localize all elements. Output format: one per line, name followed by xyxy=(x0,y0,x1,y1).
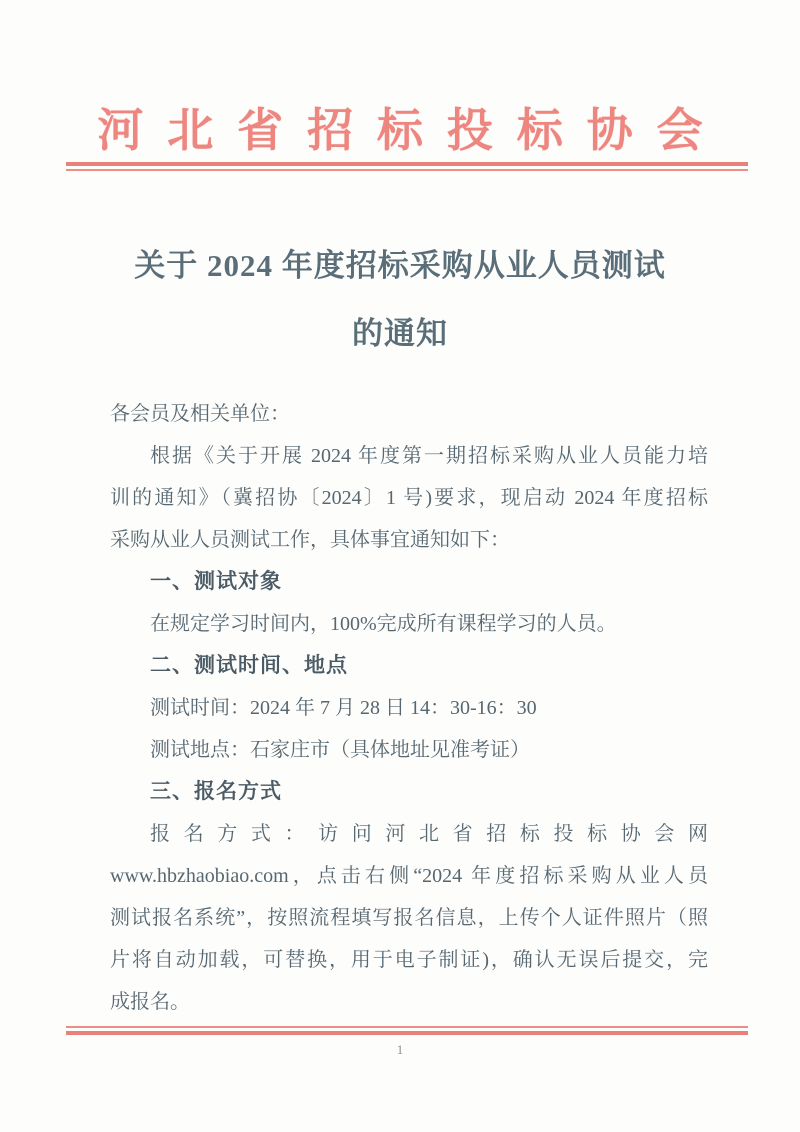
section-heading-test-target: 一、测试对象 xyxy=(150,570,282,593)
test-place-line: 测试地点：石家庄市（具体地址见准考证） xyxy=(150,739,530,761)
paragraph-line: 采购从业人员测试工作，具体事宜通知如下： xyxy=(110,529,510,551)
document-body xyxy=(110,393,708,1023)
paragraph-line: 在规定学习时间内，100%完成所有课程学习的人员。 xyxy=(150,613,617,635)
document-title xyxy=(0,232,800,368)
paragraph-line: 成报名。 xyxy=(110,991,190,1013)
footer-divider-thick-line xyxy=(66,1031,748,1035)
footer-divider xyxy=(66,1026,748,1035)
letterhead-divider xyxy=(66,162,748,171)
paragraph-line: 报名方式：访问河北省招标投标协会网 xyxy=(150,823,708,845)
letterhead-divider-thin-line xyxy=(66,169,748,171)
letterhead-org-name: 河北省招标投标协会 xyxy=(97,105,727,156)
paragraph-line: 根据《关于开展 2024 年度第一期招标采购从业人员能力培 xyxy=(150,445,708,467)
page-number: 1 xyxy=(396,1042,404,1057)
paragraph-line: 测试报名系统”，按照流程填写报名信息，上传个人证件照片（照 xyxy=(110,907,708,929)
test-time-line: 测试时间：2024 年 7 月 28 日 14：30-16：30 xyxy=(150,697,537,719)
section-heading-time-place: 二、测试时间、地点 xyxy=(150,654,348,677)
section-heading-registration: 三、报名方式 xyxy=(150,780,282,803)
document-title-line1: 关于 2024 年度招标采购从业人员测试 xyxy=(134,248,666,283)
paragraph-line: 训的通知》（冀招协〔2024〕1 号)要求，现启动 2024 年度招标 xyxy=(110,487,708,509)
paragraph-line: 片将自动加载，可替换，用于电子制证)，确认无误后提交，完 xyxy=(110,949,708,971)
salutation: 各会员及相关单位： xyxy=(110,403,290,425)
document-title-line2: 的通知 xyxy=(352,316,448,351)
paragraph-line-website: www.hbzhaobiao.com，点击右侧“2024 年度招标采购从业人员 xyxy=(110,865,708,887)
